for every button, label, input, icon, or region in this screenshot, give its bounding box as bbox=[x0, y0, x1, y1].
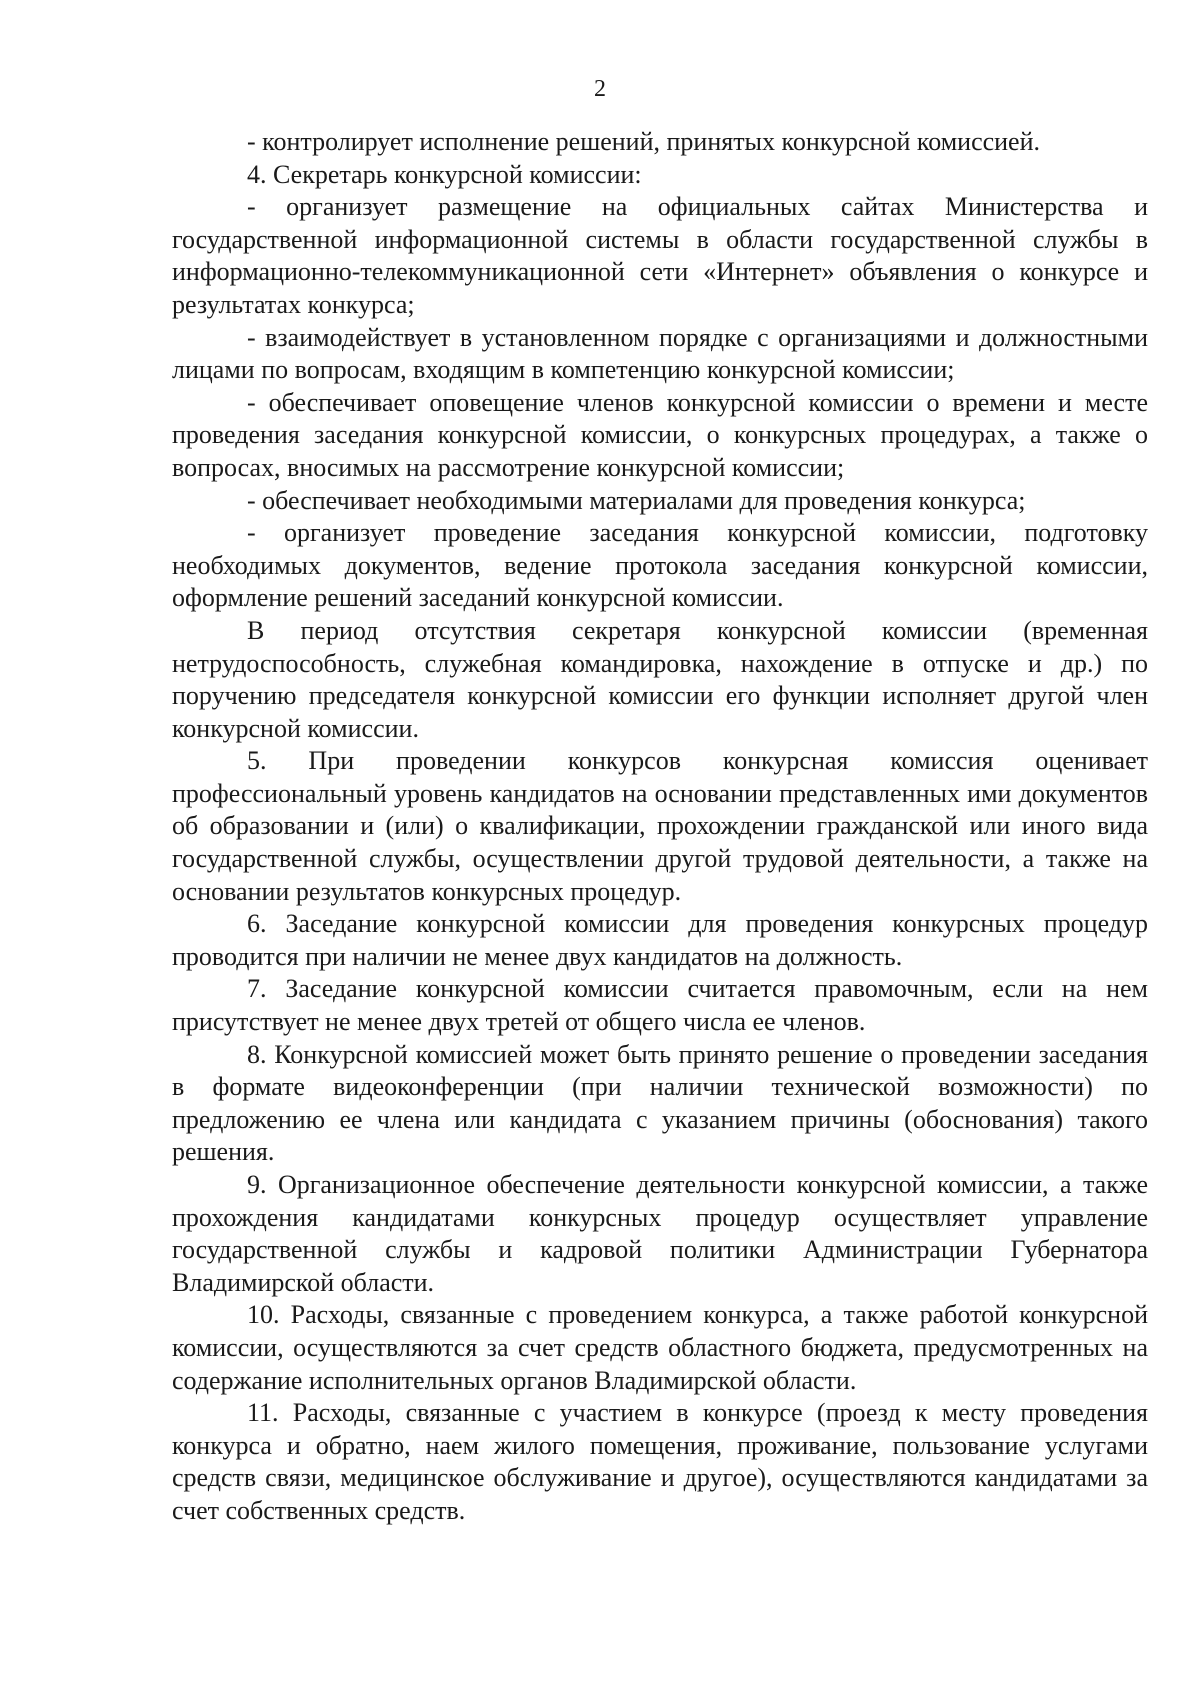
paragraph-7: - организует проведение заседания конкурсной комиссии, подготовку необходимых документов, ведение протокола заседания конкурсной комиссии, оформление решений заседаний конкурсной комиссии. bbox=[172, 518, 1148, 613]
paragraph-8: В период отсутствия секретаря конкурсной комиссии (временная нетрудоспособность, служебная командировка, нахождение в отпуске и др.) по поручению председателя конкурсной комиссии его функции исполняет другой член конкурсной комиссии. bbox=[172, 615, 1148, 743]
document-body bbox=[172, 126, 1148, 1528]
paragraph-13: 9. Организационное обеспечение деятельности конкурсной комиссии, а также прохождения кандидатами конкурсных процедур осуществляет управление государственной службы и кадровой политики Администрации Губернатора Владимирской области. bbox=[172, 1170, 1148, 1297]
paragraph-14: 10. Расходы, связанные с проведением конкурса, а также работой конкурсной комиссии, осуществляются за счет средств областного бюджета, предусмотренных на содержание исполнительных органов Владимирской области. bbox=[172, 1300, 1148, 1395]
paragraph-5: - обеспечивает оповещение членов конкурсной комиссии о времени и месте проведения заседания конкурсной комиссии, о конкурсных процедурах, а также о вопросах, вносимых на рассмотрение конкурсной комиссии; bbox=[172, 387, 1148, 482]
paragraph-11: 7. Заседание конкурсной комиссии считается правомочным, если на нем присутствует не менее двух третей от общего числа ее членов. bbox=[172, 974, 1148, 1037]
paragraph-2: 4. Секретарь конкурсной комиссии: bbox=[247, 159, 642, 189]
paragraph-6: - обеспечивает необходимыми материалами для проведения конкурса; bbox=[247, 485, 1026, 515]
paragraph-12: 8. Конкурсной комиссией может быть принято решение о проведении заседания в формате видеоконференции (при наличии технической возможности) по предложению ее члена или кандидата с указанием причины (обоснования) такого решения. bbox=[172, 1039, 1148, 1167]
page-number: 2 bbox=[594, 76, 606, 102]
paragraph-10: 6. Заседание конкурсной комиссии для проведения конкурсных процедур проводится при наличии не менее двух кандидатов на должность. bbox=[172, 909, 1148, 971]
paragraph-15: 11. Расходы, связанные с участием в конкурсе (проезд к месту проведения конкурса и обратно, наем жилого помещения, проживание, пользование услугами средств связи, медицинское обслуживание и другое), осуществляются кандидатами за счет собственных средств. bbox=[172, 1398, 1148, 1525]
paragraph-4: - взаимодействует в установленном порядке с организациями и должностными лицами по вопросам, входящим в компетенцию конкурсной комиссии; bbox=[172, 322, 1148, 385]
paragraph-9: 5. При проведении конкурсов конкурсная комиссия оценивает профессиональный уровень кандидатов на основании представленных ими документов об образовании и (или) о квалификации, прохождении гражданской или иного вида государственной службы, осуществлении другой трудовой деятельности, а также на основании результатов конкурсных процедур. bbox=[172, 746, 1148, 906]
paragraph-3: - организует размещение на официальных сайтах Министерства и государственной информационной системы в области государственной службы в информационно-телекоммуникационной сети «Интернет» объявления о конкурсе и результатах конкурса; bbox=[172, 192, 1148, 319]
paragraph-1: - контролирует исполнение решений, принятых конкурсной комиссией. bbox=[247, 127, 1041, 156]
